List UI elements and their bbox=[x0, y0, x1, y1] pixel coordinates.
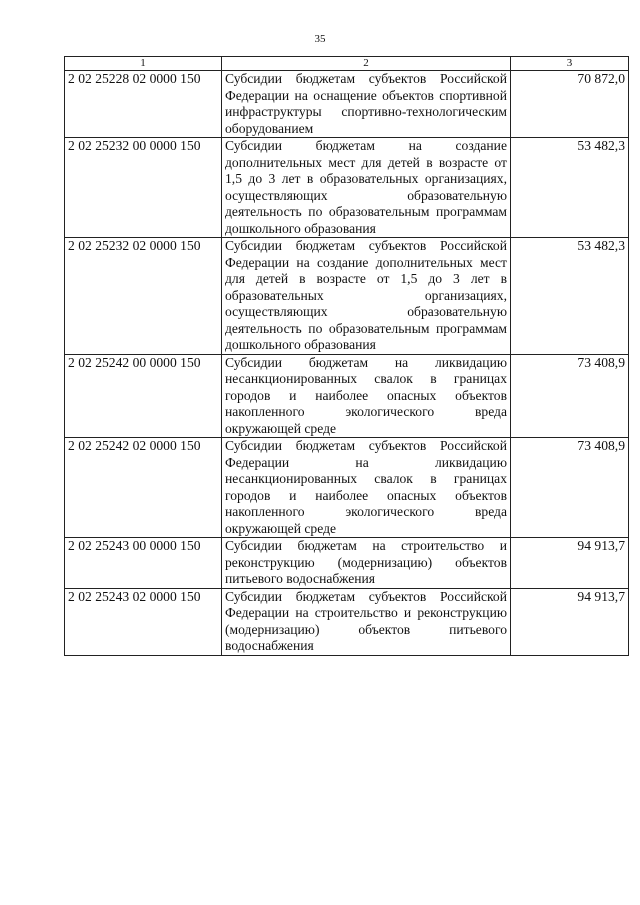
budget-code: 2 02 25232 00 0000 150 bbox=[65, 138, 222, 238]
table-row bbox=[65, 354, 629, 438]
table-row bbox=[65, 438, 629, 538]
item-amount: 73 408,9 bbox=[511, 354, 629, 438]
column-header-2: 2 bbox=[222, 57, 511, 71]
item-description: Субсидии бюджетам на создание дополнительных мест для детей в возрасте от 1,5 до 3 лет в образовательных организациях, осуществляющих образовательную деятельность по образовательным программам дошкольного образования bbox=[222, 138, 511, 238]
item-amount: 70 872,0 bbox=[511, 71, 629, 138]
budget-code: 2 02 25243 02 0000 150 bbox=[65, 588, 222, 655]
page-number: 35 bbox=[314, 33, 326, 45]
item-description: Субсидии бюджетам субъектов Российской Федерации на создание дополнительных мест для детей в возрасте от 1,5 до 3 лет в образовательных организациях, осуществляющих образовательную деятельность по образовательным программам дошкольного образования bbox=[222, 238, 511, 355]
item-amount: 53 482,3 bbox=[511, 238, 629, 355]
table-row bbox=[65, 138, 629, 238]
column-header-1: 1 bbox=[65, 57, 222, 71]
item-description: Субсидии бюджетам субъектов Российской Федерации на оснащение объектов спортивной инфраструктуры спортивно-технологическим оборудованием bbox=[222, 71, 511, 138]
budget-code: 2 02 25243 00 0000 150 bbox=[65, 538, 222, 589]
table-row bbox=[65, 588, 629, 655]
table-row bbox=[65, 71, 629, 138]
table-row bbox=[65, 238, 629, 355]
budget-code: 2 02 25232 02 0000 150 bbox=[65, 238, 222, 355]
budget-code: 2 02 25242 02 0000 150 bbox=[65, 438, 222, 538]
item-description: Субсидии бюджетам на строительство и реконструкцию (модернизацию) объектов питьевого водоснабжения bbox=[222, 538, 511, 589]
table-row bbox=[65, 538, 629, 589]
item-amount: 94 913,7 bbox=[511, 588, 629, 655]
budget-code: 2 02 25228 02 0000 150 bbox=[65, 71, 222, 138]
item-amount: 94 913,7 bbox=[511, 538, 629, 589]
item-amount: 73 408,9 bbox=[511, 438, 629, 538]
column-header-3: 3 bbox=[511, 57, 629, 71]
item-amount: 53 482,3 bbox=[511, 138, 629, 238]
item-description: Субсидии бюджетам субъектов Российской Федерации на ликвидацию несанкционированных свалок в границах городов и наиболее опасных объектов накопленного экологического вреда окружающей среде bbox=[222, 438, 511, 538]
item-description: Субсидии бюджетам на ликвидацию несанкционированных свалок в границах городов и наиболее опасных объектов накопленного экологического вреда окружающей среде bbox=[222, 354, 511, 438]
budget-table bbox=[64, 56, 629, 656]
budget-code: 2 02 25242 00 0000 150 bbox=[65, 354, 222, 438]
item-description: Субсидии бюджетам субъектов Российской Федерации на строительство и реконструкцию (модернизацию) объектов питьевого водоснабжения bbox=[222, 588, 511, 655]
header-row bbox=[65, 57, 629, 71]
